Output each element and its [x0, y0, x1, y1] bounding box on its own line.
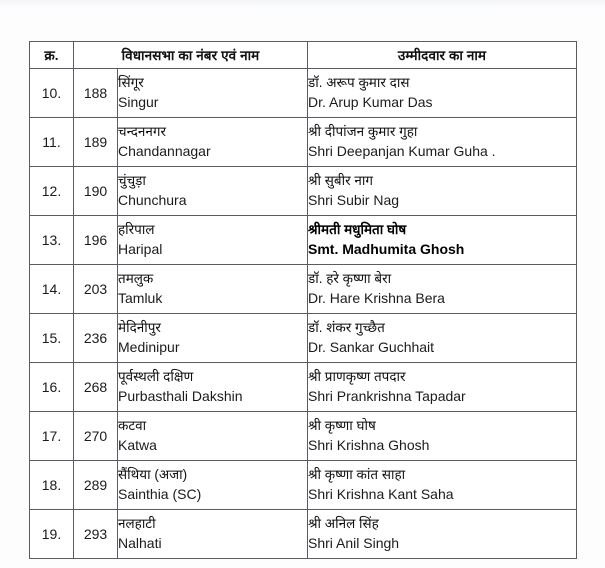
cell-constituency-number: 189: [74, 118, 118, 167]
constituency-name-english: Chunchura: [118, 191, 187, 208]
cell-constituency-number: 268: [74, 363, 118, 412]
candidate-list-table-container: [29, 41, 576, 559]
candidate-name-hindi: श्री कृष्णा कांत साहा: [308, 467, 406, 483]
table-row: [30, 118, 577, 167]
cell-serial: 10.: [30, 69, 74, 118]
cell-candidate-name: [308, 167, 577, 216]
candidate-list-table: [29, 41, 577, 559]
cell-candidate-name: [308, 412, 577, 461]
constituency-name-hindi: तमलुक: [118, 271, 154, 287]
constituency-name-hindi: नलहाटी: [118, 516, 156, 532]
column-header-serial: क्र.: [30, 42, 74, 69]
cell-constituency-number: 203: [74, 265, 118, 314]
table-header-row: [30, 42, 577, 69]
table-row: [30, 216, 577, 265]
cell-serial: 19.: [30, 510, 74, 559]
column-header-constituency: विधानसभा का नंबर एवं नाम: [74, 42, 308, 69]
candidate-name-english: Shri Krishna Ghosh: [308, 436, 430, 453]
constituency-name-english: Sainthia (SC): [118, 485, 202, 502]
candidate-name-english: Smt. Madhumita Ghosh: [308, 240, 465, 257]
cell-serial: 14.: [30, 265, 74, 314]
candidate-name-english: Dr. Hare Krishna Bera: [308, 289, 445, 306]
constituency-name-hindi: चुंचुड़ा: [118, 173, 146, 189]
cell-serial: 17.: [30, 412, 74, 461]
cell-constituency-number: 196: [74, 216, 118, 265]
table-row: [30, 510, 577, 559]
table-row: [30, 69, 577, 118]
constituency-name-hindi: हरिपाल: [118, 222, 155, 238]
cell-constituency-name: [118, 363, 308, 412]
candidate-name-english: Shri Deepanjan Kumar Guha .: [308, 142, 496, 159]
candidate-name-english: Shri Prankrishna Tapadar: [308, 387, 466, 404]
constituency-name-hindi: मेदिनीपुर: [118, 320, 161, 336]
cell-constituency-number: 236: [74, 314, 118, 363]
candidate-name-hindi: डॉ. शंकर गुच्छैत: [308, 320, 385, 336]
candidate-name-hindi: श्री सुबीर नाग: [308, 173, 373, 189]
cell-constituency-name: [118, 412, 308, 461]
cell-candidate-name: [308, 461, 577, 510]
candidate-name-hindi: श्री दीपांजन कुमार गुहा: [308, 124, 418, 140]
cell-candidate-name: [308, 265, 577, 314]
constituency-name-hindi: चन्दननगर: [118, 124, 167, 140]
candidate-name-english: Shri Krishna Kant Saha: [308, 485, 454, 502]
table-row: [30, 314, 577, 363]
cell-serial: 13.: [30, 216, 74, 265]
cell-constituency-name: [118, 265, 308, 314]
constituency-name-english: Singur: [118, 93, 159, 110]
cell-constituency-number: 190: [74, 167, 118, 216]
cell-candidate-name: [308, 216, 577, 265]
cell-serial: 15.: [30, 314, 74, 363]
cell-serial: 18.: [30, 461, 74, 510]
constituency-name-english: Katwa: [118, 436, 157, 453]
candidate-name-hindi: डॉ. अरूप कुमार दास: [308, 75, 410, 91]
cell-constituency-name: [118, 118, 308, 167]
candidate-name-english: Shri Subir Nag: [308, 191, 400, 208]
candidate-name-hindi: श्री अनिल सिंह: [308, 516, 379, 532]
constituency-name-english: Chandannagar: [118, 142, 211, 159]
cell-candidate-name: [308, 314, 577, 363]
constituency-name-hindi: सैंथिया (अजा): [118, 467, 188, 483]
cell-serial: 11.: [30, 118, 74, 167]
cell-constituency-name: [118, 510, 308, 559]
cell-serial: 16.: [30, 363, 74, 412]
table-row: [30, 167, 577, 216]
cell-constituency-number: 293: [74, 510, 118, 559]
table-header: [30, 42, 577, 69]
table-body: [30, 69, 577, 559]
cell-constituency-number: 289: [74, 461, 118, 510]
candidate-name-hindi: श्री प्राणकृष्ण तपदार: [308, 369, 406, 385]
cell-candidate-name: [308, 510, 577, 559]
table-row: [30, 363, 577, 412]
cell-candidate-name: [308, 69, 577, 118]
cell-candidate-name: [308, 363, 577, 412]
candidate-name-english: Dr. Arup Kumar Das: [308, 93, 433, 110]
table-row: [30, 461, 577, 510]
candidate-name-hindi: डॉ. हरे कृष्णा बेरा: [308, 271, 392, 287]
cell-constituency-number: 270: [74, 412, 118, 461]
constituency-name-hindi: पूर्वस्थली दक्षिण: [118, 369, 194, 385]
constituency-name-english: Nalhati: [118, 534, 162, 551]
cell-constituency-name: [118, 167, 308, 216]
column-header-candidate: उम्मीदवार का नाम: [308, 42, 577, 69]
table-row: [30, 265, 577, 314]
cell-constituency-name: [118, 216, 308, 265]
constituency-name-english: Haripal: [118, 240, 163, 257]
candidate-name-english: Dr. Sankar Guchhait: [308, 338, 435, 355]
constituency-name-english: Medinipur: [118, 338, 180, 355]
candidate-name-hindi: श्रीमती मधुमिता घोष: [308, 222, 407, 238]
candidate-name-hindi: श्री कृष्णा घोष: [308, 418, 376, 434]
cell-constituency-name: [118, 461, 308, 510]
cell-constituency-name: [118, 69, 308, 118]
cell-constituency-name: [118, 314, 308, 363]
constituency-name-english: Purbasthali Dakshin: [118, 387, 243, 404]
cell-constituency-number: 188: [74, 69, 118, 118]
cell-serial: 12.: [30, 167, 74, 216]
constituency-name-english: Tamluk: [118, 289, 163, 306]
constituency-name-hindi: सिंगूर: [118, 75, 144, 91]
table-row: [30, 412, 577, 461]
constituency-name-hindi: कटवा: [118, 418, 147, 434]
cell-candidate-name: [308, 118, 577, 167]
candidate-name-english: Shri Anil Singh: [308, 534, 400, 551]
